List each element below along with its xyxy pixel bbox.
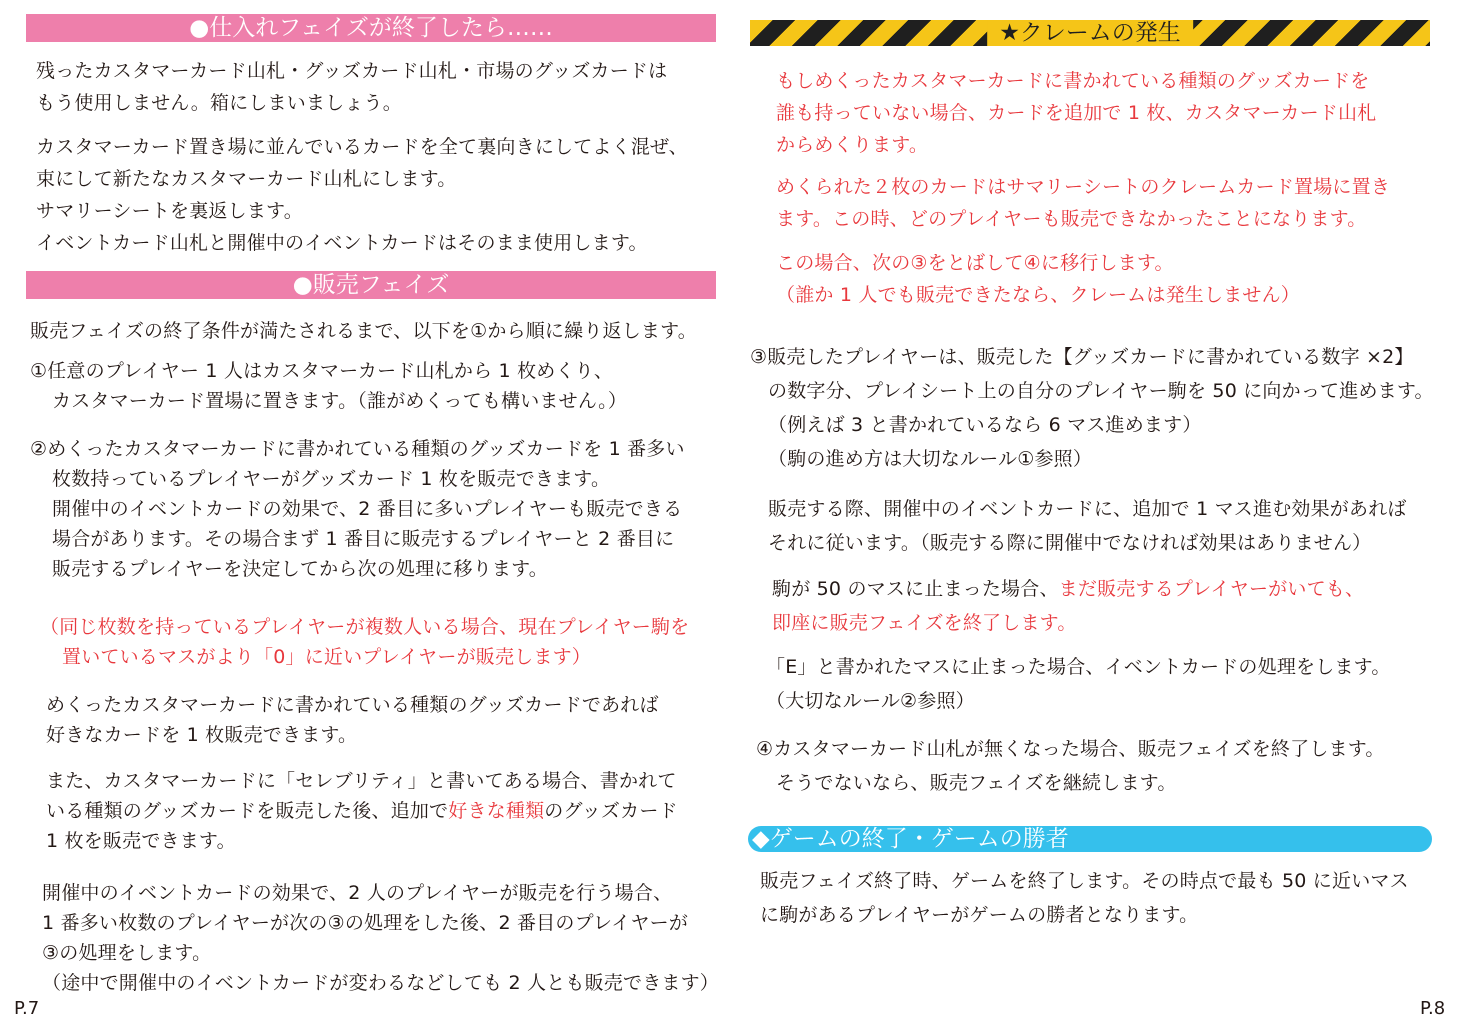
section-header-sales-phase	[26, 271, 716, 299]
step3-line: ③販売したプレイヤーは、販売した【グッズカードに書かれている数字 ×2】	[750, 346, 1414, 368]
two-players-line: 開催中のイベントカードの効果で、2 人のプレイヤーが販売を行う場合、	[42, 882, 673, 904]
step4-line: そうでないなら、販売フェイズを継続します。	[776, 772, 1177, 794]
step2-line: 開催中のイベントカードの効果で、2 番目に多いプレイヤーも販売できる	[52, 498, 683, 520]
two-players-line: （途中で開催中のイベントカードが変わるなどしても 2 人とも販売できます）	[42, 972, 719, 994]
step4-line: ④カスタマーカード山札が無くなった場合、販売フェイズを終了します。	[756, 738, 1385, 760]
choice-line: 好きなカードを 1 枚販売できます。	[46, 724, 358, 746]
end-line: 販売フェイズ終了時、ゲームを終了します。その時点で最も 50 に近いマス	[760, 870, 1409, 892]
celebrity-highlight: 好きな種類	[448, 800, 545, 822]
celebrity-line: また、カスタマーカードに「セレブリティ」と書いてある場合、書かれて	[46, 770, 677, 792]
tie-note-line: 置いているマスがより「0」に近いプレイヤーが販売します）	[62, 646, 591, 668]
step1-line: ①任意のプレイヤー 1 人はカスタマーカード山札から 1 枚めくり、	[30, 360, 614, 382]
goal-text: 駒が 50 のマスに止まった場合、	[772, 578, 1059, 600]
claim-line: ます。この時、どのプレイヤーも販売できなかったことになります。	[776, 208, 1367, 230]
text-line: 束にして新たなカスタマーカード山札にします。	[36, 168, 457, 190]
step2-line: ②めくったカスタマーカードに書かれている種類のグッズカードを 1 番多い	[30, 438, 685, 460]
sales-intro: 販売フェイズの終了条件が満たされるまで、以下を①から順に繰り返します。	[30, 320, 697, 342]
two-players-line: ③の処理をします。	[42, 942, 212, 964]
event-effect-line: それに従います。（販売する際に開催中でなければ効果はありません）	[768, 532, 1372, 554]
page-number-right: P.8	[1420, 998, 1446, 1019]
celebrity-line	[46, 796, 678, 823]
step3-line: の数字分、プレイシート上の自分のプレイヤー駒を 50 に向かって進めます。	[768, 380, 1434, 402]
celebrity-text: いる種類のグッズカードを販売した後、追加で	[46, 800, 449, 822]
step3-line: （駒の進め方は大切なルール①参照）	[768, 448, 1093, 470]
text-line: 残ったカスタマーカード山札・グッズカード山札・市場のグッズカードは	[36, 60, 668, 82]
text-line: カスタマーカード置き場に並んでいるカードを全て裏向きにしてよく混ぜ、	[36, 136, 688, 158]
goal-line	[772, 574, 1364, 601]
choice-line: めくったカスタマーカードに書かれている種類のグッズカードであれば	[46, 694, 659, 716]
step3-line: （例えば 3 と書かれているなら 6 マス進めます）	[768, 414, 1202, 436]
claim-line: この場合、次の③をとばして④に移行します。	[776, 252, 1174, 274]
claim-line: めくられた２枚のカードはサマリーシートのクレームカード置場に置き	[776, 176, 1391, 198]
step2-line: 販売するプレイヤーを決定してから次の処理に移ります。	[52, 558, 548, 580]
step2-line: 場合があります。その場合まず 1 番目に販売するプレイヤーと 2 番目に	[52, 528, 675, 550]
section-title: ●仕入れフェイズが終了したら……	[189, 15, 553, 41]
section-header-game-end	[748, 826, 1432, 852]
goal-line: 即座に販売フェイズを終了します。	[772, 612, 1077, 634]
e-square-line: （大切なルール②参照）	[766, 690, 975, 712]
text-line: サマリーシートを裏返します。	[36, 200, 303, 222]
claim-line: からめくります。	[776, 134, 929, 156]
text-line: イベントカード山札と開催中のイベントカードはそのまま使用します。	[36, 232, 648, 254]
section-title: ◆ゲームの終了・ゲームの勝者	[752, 826, 1069, 852]
section-title: ●販売フェイズ	[292, 272, 450, 298]
claim-line: もしめくったカスタマーカードに書かれている種類のグッズカードを	[776, 70, 1370, 92]
claim-line: 誰も持っていない場合、カードを追加で 1 枚、カスタマーカード山札	[776, 102, 1377, 124]
section-header-claim	[750, 20, 1430, 46]
section-header-purchase-end	[26, 14, 716, 42]
step2-line: 枚数持っているプレイヤーがグッズカード 1 枚を販売できます。	[52, 468, 611, 490]
two-players-line: 1 番多い枚数のプレイヤーが次の③の処理をした後、2 番目のプレイヤーが	[42, 912, 689, 934]
tie-note-line: （同じ枚数を持っているプレイヤーが複数人いる場合、現在プレイヤー駒を	[40, 616, 690, 638]
page-number-left: P.7	[14, 998, 40, 1019]
section-title: ★クレームの発生	[987, 20, 1193, 46]
celebrity-line: 1 枚を販売できます。	[46, 830, 236, 852]
celebrity-text: のグッズカード	[544, 800, 678, 822]
claim-line: （誰か 1 人でも販売できたなら、クレームは発生しません）	[776, 284, 1300, 306]
text-line: もう使用しません。箱にしまいましょう。	[36, 92, 402, 114]
event-effect-line: 販売する際、開催中のイベントカードに、追加で 1 マス進む効果があれば	[768, 498, 1407, 520]
e-square-line: 「E」と書かれたマスに止まった場合、イベントカードの処理をします。	[766, 656, 1391, 678]
end-line: に駒があるプレイヤーがゲームの勝者となります。	[760, 904, 1199, 926]
step1-line: カスタマーカード置場に置きます。（誰がめくっても構いません。）	[52, 390, 628, 412]
goal-highlight: まだ販売するプレイヤーがいても、	[1058, 578, 1365, 600]
